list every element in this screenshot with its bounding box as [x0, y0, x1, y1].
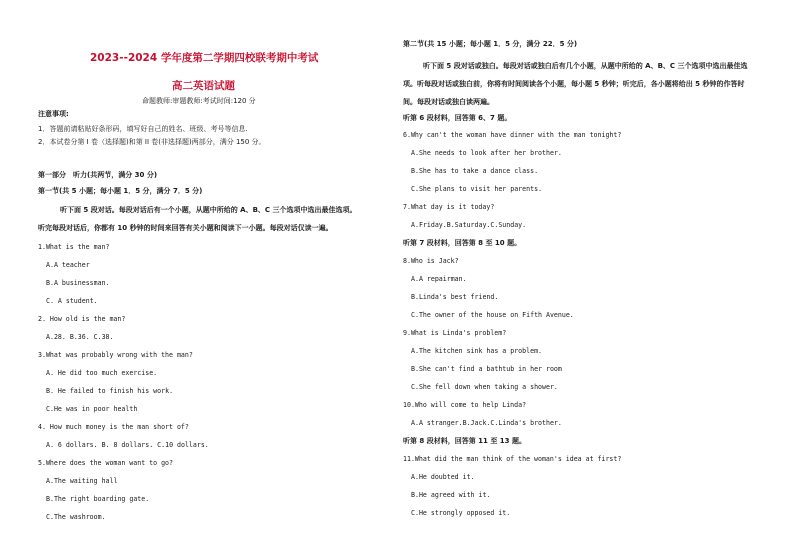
q5-option-a: A.The waiting hall	[46, 477, 118, 485]
notice-heading: 注意事项:	[38, 110, 69, 118]
question-8: 8.Who is Jack?	[403, 257, 459, 265]
q2-options: A.28. B.36. C.38.	[46, 333, 114, 341]
question-1: 1.What is the man?	[38, 243, 110, 251]
q6-option-a: A.She needs to look after her brother.	[411, 149, 562, 157]
q1-option-b: B.A businessman.	[46, 279, 110, 287]
q4-options: A. 6 dollars. B. 8 dollars. C.10 dollars.	[46, 441, 209, 449]
exam-title: 2023--2024 学年度第二学期四校联考期中考试	[90, 52, 319, 64]
q5-option-b: B.The right boarding gate.	[46, 495, 150, 503]
question-3: 3.What was probably wrong with the man?	[38, 351, 193, 359]
question-5: 5.Where does the woman want to go?	[38, 459, 173, 467]
part-1-heading: 第一部分 听力(共两节，满分 30 分)	[38, 171, 158, 179]
question-9: 9.What is Linda's problem?	[403, 329, 507, 337]
q8-option-c: C.The owner of the house on Fifth Avenue.	[411, 311, 574, 319]
q3-option-a: A. He did too much exercise.	[46, 369, 158, 377]
section-2-instruction: 听下面 5 段对话或独白。每段对话或独白后有几个小题，从题中所给的 A、B、C 三个选项中选出最佳选项。听每段对话或独白前，你将有时间阅读各个小题，每小题 5 秒钟；听完后，各小题将给出 5 秒钟的作答时间。每段对话或独白读两遍。	[403, 62, 748, 106]
question-4: 4. How much money is the man short of?	[38, 423, 189, 431]
q6-option-c: C.She plans to visit her parents.	[411, 185, 543, 193]
q9-option-c: C.She fell down when taking a shower.	[411, 383, 558, 391]
q1-option-a: A.A teacher	[46, 261, 90, 269]
material-7-heading: 听第 7 段材料，回答第 8 至 10 题。	[403, 239, 522, 247]
section-1-instruction-1: 听下面 5 段对话。每段对话后有一个小题，从题中所给的 A、B、C 三个选项中选出最佳选项。	[60, 206, 357, 214]
q9-option-a: A.The kitchen sink has a problem.	[411, 347, 543, 355]
section-2-heading: 第二节(共 15 小题；每小题 1．5 分，满分 22．5 分)	[403, 40, 578, 48]
q3-option-b: B. He failed to finish his work.	[46, 387, 174, 395]
q11-option-b: B.He agreed with it.	[411, 491, 491, 499]
q11-option-a: A.He doubted it.	[411, 473, 475, 481]
material-8-heading: 听第 8 段材料，回答第 11 至 13 题。	[403, 437, 526, 445]
section-1-instruction-2: 听完每段对话后，你都有 10 秒钟的时间来回答有关小题和阅读下一小题。每段对话仅读一遍。	[38, 224, 333, 232]
notice-item-2: 2．本试卷分第 I 卷（选择题)和第 II 卷(非选择题)两部分，满分 150 分。	[38, 138, 266, 146]
exam-subtitle: 高二英语试题	[172, 80, 235, 92]
question-7: 7.What day is it today?	[403, 203, 495, 211]
q7-options: A.Friday.B.Saturday.C.Sunday.	[411, 221, 527, 229]
question-10: 10.Who will come to help Linda?	[403, 401, 527, 409]
notice-item-1: 1．答题前请粘贴好条形码，填写好自己的姓名、班级、考号等信息.	[38, 125, 248, 133]
q1-option-c: C. A student.	[46, 297, 98, 305]
material-6-heading: 听第 6 段材料，回答第 6、7 题。	[403, 114, 512, 122]
q5-option-c: C.The washroom.	[46, 513, 106, 521]
q9-option-b: B.She can't find a bathtub in her room	[411, 365, 562, 373]
q8-option-a: A.A repairman.	[411, 275, 467, 283]
q6-option-b: B.She has to take a dance class.	[411, 167, 539, 175]
q3-option-c: C.He was in poor health	[46, 405, 138, 413]
q8-option-b: B.Linda's best friend.	[411, 293, 499, 301]
question-6: 6.Why can't the woman have dinner with the man tonight?	[403, 131, 622, 139]
q10-options: A.A stranger.B.Jack.C.Linda's brother.	[411, 419, 562, 427]
question-11: 11.What did the man think of the woman's idea at first?	[403, 455, 622, 463]
question-2: 2. How old is the man?	[38, 315, 126, 323]
section-1-heading: 第一节(共 5 小题；每小题 1．5 分，满分 7．5 分)	[38, 187, 203, 195]
exam-meta: 命题教师:审题教师:考试时间:120 分	[142, 97, 256, 105]
q11-option-c: C.He strongly opposed it.	[411, 509, 511, 517]
